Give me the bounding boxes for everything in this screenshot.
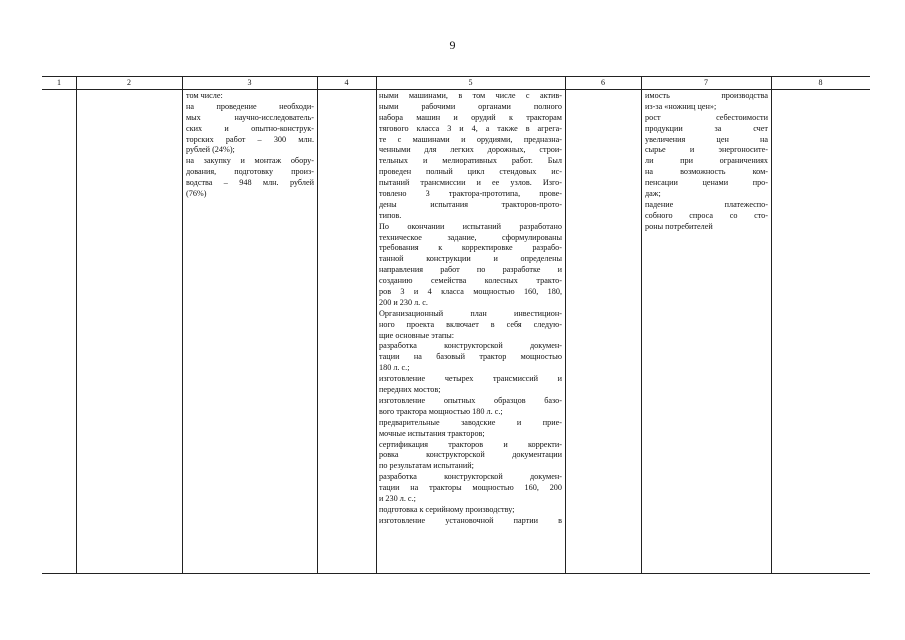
text-line: на проведение необходи-: [186, 101, 314, 111]
text-line: роны потребителей: [645, 221, 713, 231]
text-line: изготовление четырех трансмиссий и: [379, 374, 562, 384]
page-number: 9: [449, 38, 456, 52]
text-line: даж;: [645, 189, 661, 199]
text-line: тации на базовый трактор мощностью: [379, 352, 562, 362]
column-divider: [641, 76, 642, 574]
text-line: ровка конструкторской документации: [379, 450, 562, 460]
text-line: водства – 948 млн. рублей: [186, 178, 314, 188]
text-line: вого трактора мощностью 180 л. с.;: [379, 406, 503, 416]
header-row-border: [42, 89, 870, 90]
text-line: из-за «ножниц цен»;: [645, 101, 717, 111]
text-line: пытаний трансмиссии и ее узлов. Изго-: [379, 178, 562, 188]
text-line: рост себестоимости: [645, 112, 768, 122]
text-line: товлено 3 трактора-прототипа, прове-: [379, 189, 562, 199]
text-line: увеличения цен на: [645, 134, 768, 144]
text-line: набора машин и орудий к тракторам: [379, 112, 562, 122]
text-line: торских работ – 300 млн.: [186, 134, 314, 144]
text-line: те с машинами и орудиями, предназна-: [379, 134, 562, 144]
text-line: тельных и мелиоративных работ. Был: [379, 156, 562, 166]
column-divider: [376, 76, 377, 574]
cell-column-7: [645, 91, 768, 233]
text-line: 200 и 230 л. с.: [379, 297, 428, 307]
text-line: подготовка к серийному производству;: [379, 504, 515, 514]
column-divider: [76, 76, 77, 574]
text-line: продукции за счет: [645, 123, 768, 133]
text-line: ченными для легких дорожных, строи-: [379, 145, 562, 155]
text-line: тягового класса 3 и 4, а также в агрега-: [379, 123, 562, 133]
text-line: разработка конструкторской докумен-: [379, 341, 562, 351]
text-line: ного проекта включает в себя следую-: [379, 319, 562, 329]
text-line: и 230 л. с.;: [379, 493, 416, 503]
column-divider: [317, 76, 318, 574]
text-line: щие основные этапы:: [379, 330, 455, 340]
table-bottom-border: [42, 573, 870, 574]
text-line: рублей (24%);: [186, 145, 235, 155]
text-line: техническое задание, сформулированы: [379, 232, 562, 242]
text-line: на возможность ком-: [645, 167, 768, 177]
column-divider: [182, 76, 183, 574]
text-line: сертификация тракторов и корректи-: [379, 439, 562, 449]
text-line: изготовление установочной партии в: [379, 515, 562, 525]
text-line: сырье и энергоносите-: [645, 145, 768, 155]
text-line: ских и опытно-конструк-: [186, 123, 314, 133]
text-line: том числе:: [186, 91, 223, 100]
text-line: собного спроса со сто-: [645, 210, 768, 220]
column-number-4: 4: [344, 78, 349, 87]
text-line: мых научно-исследователь-: [186, 112, 314, 122]
text-line: (76%): [186, 189, 207, 199]
text-line: созданию семейства колесных тракто-: [379, 276, 562, 286]
text-line: передних мостов;: [379, 385, 441, 395]
column-number-6: 6: [601, 78, 605, 87]
text-line: По окончании испытаний разработано: [379, 221, 562, 231]
document-table: [42, 76, 870, 574]
text-line: падение платежеспо-: [645, 199, 768, 209]
text-line: разработка конструкторской докумен-: [379, 472, 562, 482]
text-line: тации на тракторы мощностью 160, 200: [379, 483, 562, 493]
column-number-1: 1: [57, 78, 61, 87]
text-line: ров 3 и 4 класса мощностью 160, 180,: [379, 287, 562, 297]
column-number-7: 7: [704, 78, 708, 87]
text-line: проведен полный цикл стендовых ис-: [379, 167, 562, 177]
text-line: ли при ограничениях: [645, 156, 768, 166]
text-line: дены испытания тракторов-прото-: [379, 199, 562, 209]
column-divider: [565, 76, 566, 574]
column-number-3: 3: [247, 78, 252, 87]
text-line: типов.: [379, 210, 402, 220]
text-line: ными машинами, в том числе с актив-: [379, 91, 562, 100]
text-line: Организационный план инвестицион-: [379, 308, 562, 318]
cell-column-5: [379, 91, 562, 527]
text-line: предварительные заводские и прие-: [379, 417, 562, 427]
text-line: дования, подготовку произ-: [186, 167, 314, 177]
column-divider: [771, 76, 772, 574]
text-line: ными рабочими органами полного: [379, 101, 562, 111]
column-number-8: 8: [818, 78, 823, 87]
column-number-2: 2: [127, 78, 131, 87]
text-line: направления работ по разработке и: [379, 265, 562, 275]
text-line: требования к корректировке разрабо-: [379, 243, 562, 253]
table-top-border: [42, 76, 870, 77]
column-number-5: 5: [468, 78, 473, 87]
text-line: по результатам испытаний;: [379, 461, 474, 471]
text-line: 180 л. с.;: [379, 363, 410, 373]
text-line: пенсации ценами про-: [645, 178, 768, 188]
text-line: имость производства: [645, 91, 768, 100]
text-line: мочные испытания тракторов;: [379, 428, 485, 438]
text-line: изготовление опытных образцов базо-: [379, 395, 562, 405]
cell-column-3: [186, 91, 314, 200]
text-line: танной конструкции и определены: [379, 254, 562, 264]
text-line: на закупку и монтаж обору-: [186, 156, 314, 166]
